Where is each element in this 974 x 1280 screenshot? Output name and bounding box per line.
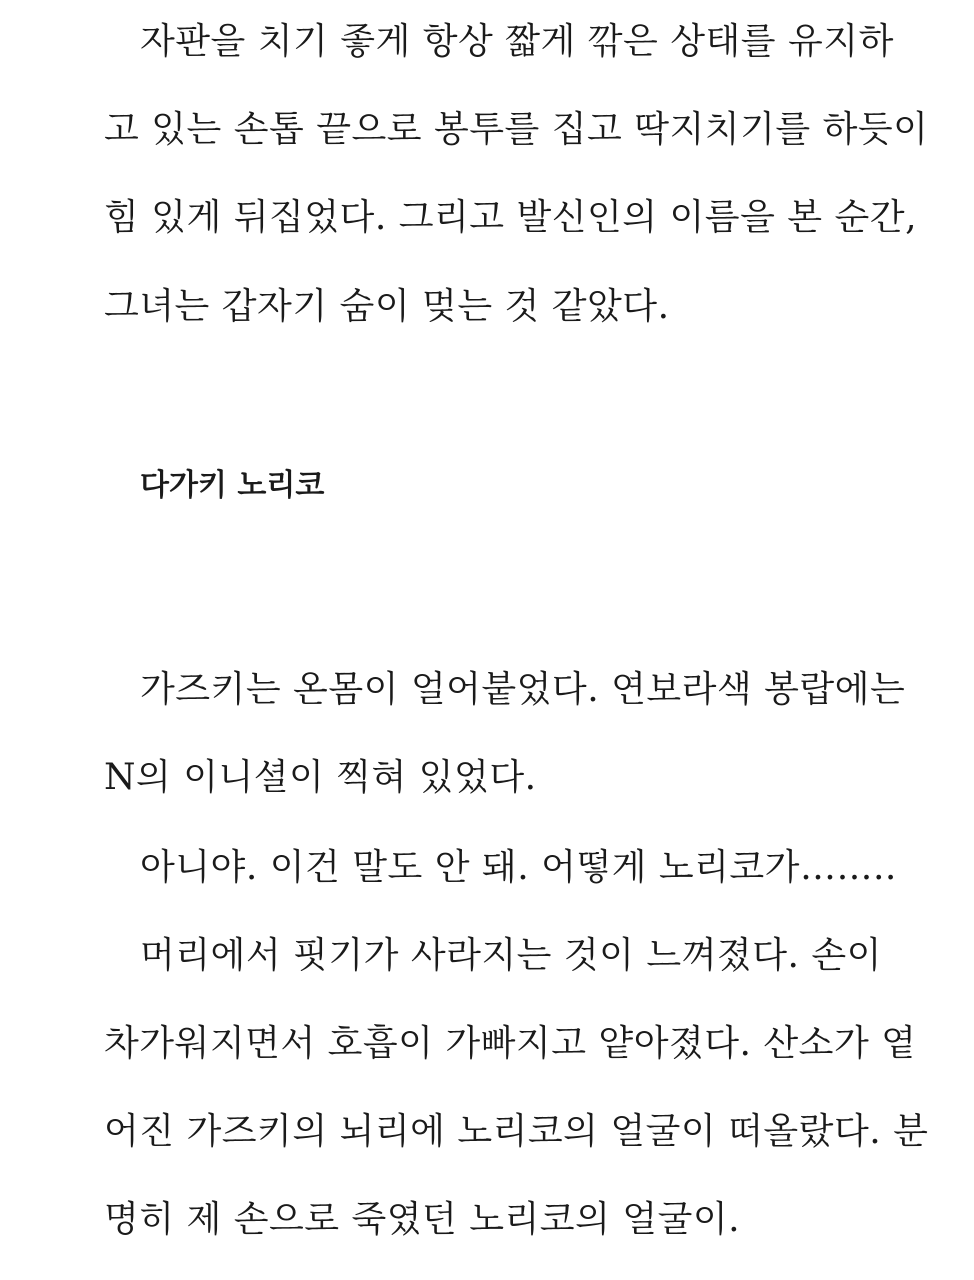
paragraph-1-line-2: 고 있는 손톱 끝으로 봉투를 집고 딱지치기를 하듯이 <box>104 109 929 150</box>
paragraph-4-line-4: 명히 제 손으로 죽였던 노리코의 얼굴이. <box>104 1199 741 1240</box>
paragraph-3-line-1: 아니야. 이건 말도 안 돼. 어떻게 노리코가…….. <box>140 847 897 888</box>
paragraph-1-line-1: 자판을 치기 좋게 항상 짧게 깎은 상태를 유지하 <box>140 21 894 62</box>
paragraph-4-line-3: 어진 가즈키의 뇌리에 노리코의 얼굴이 떠올랐다. 분 <box>104 1111 929 1152</box>
paragraph-1-line-4: 그녀는 갑자기 숨이 멎는 것 같았다. <box>104 286 670 327</box>
paragraph-1-line-3: 힘 있게 뒤집었다. 그리고 발신인의 이름을 본 순간, <box>104 197 918 238</box>
paragraph-4-line-1: 머리에서 핏기가 사라지는 것이 느껴졌다. 손이 <box>140 935 882 976</box>
sender-name: 다가키 노리코 <box>140 468 325 503</box>
paragraph-4-line-2: 차가워지면서 호흡이 가빠지고 얕아졌다. 산소가 옅 <box>104 1023 917 1064</box>
paragraph-2-line-2: N의 이니셜이 찍혀 있었다. <box>104 757 537 798</box>
paragraph-2-line-1: 가즈키는 온몸이 얼어붙었다. 연보라색 봉랍에는 <box>140 669 906 710</box>
